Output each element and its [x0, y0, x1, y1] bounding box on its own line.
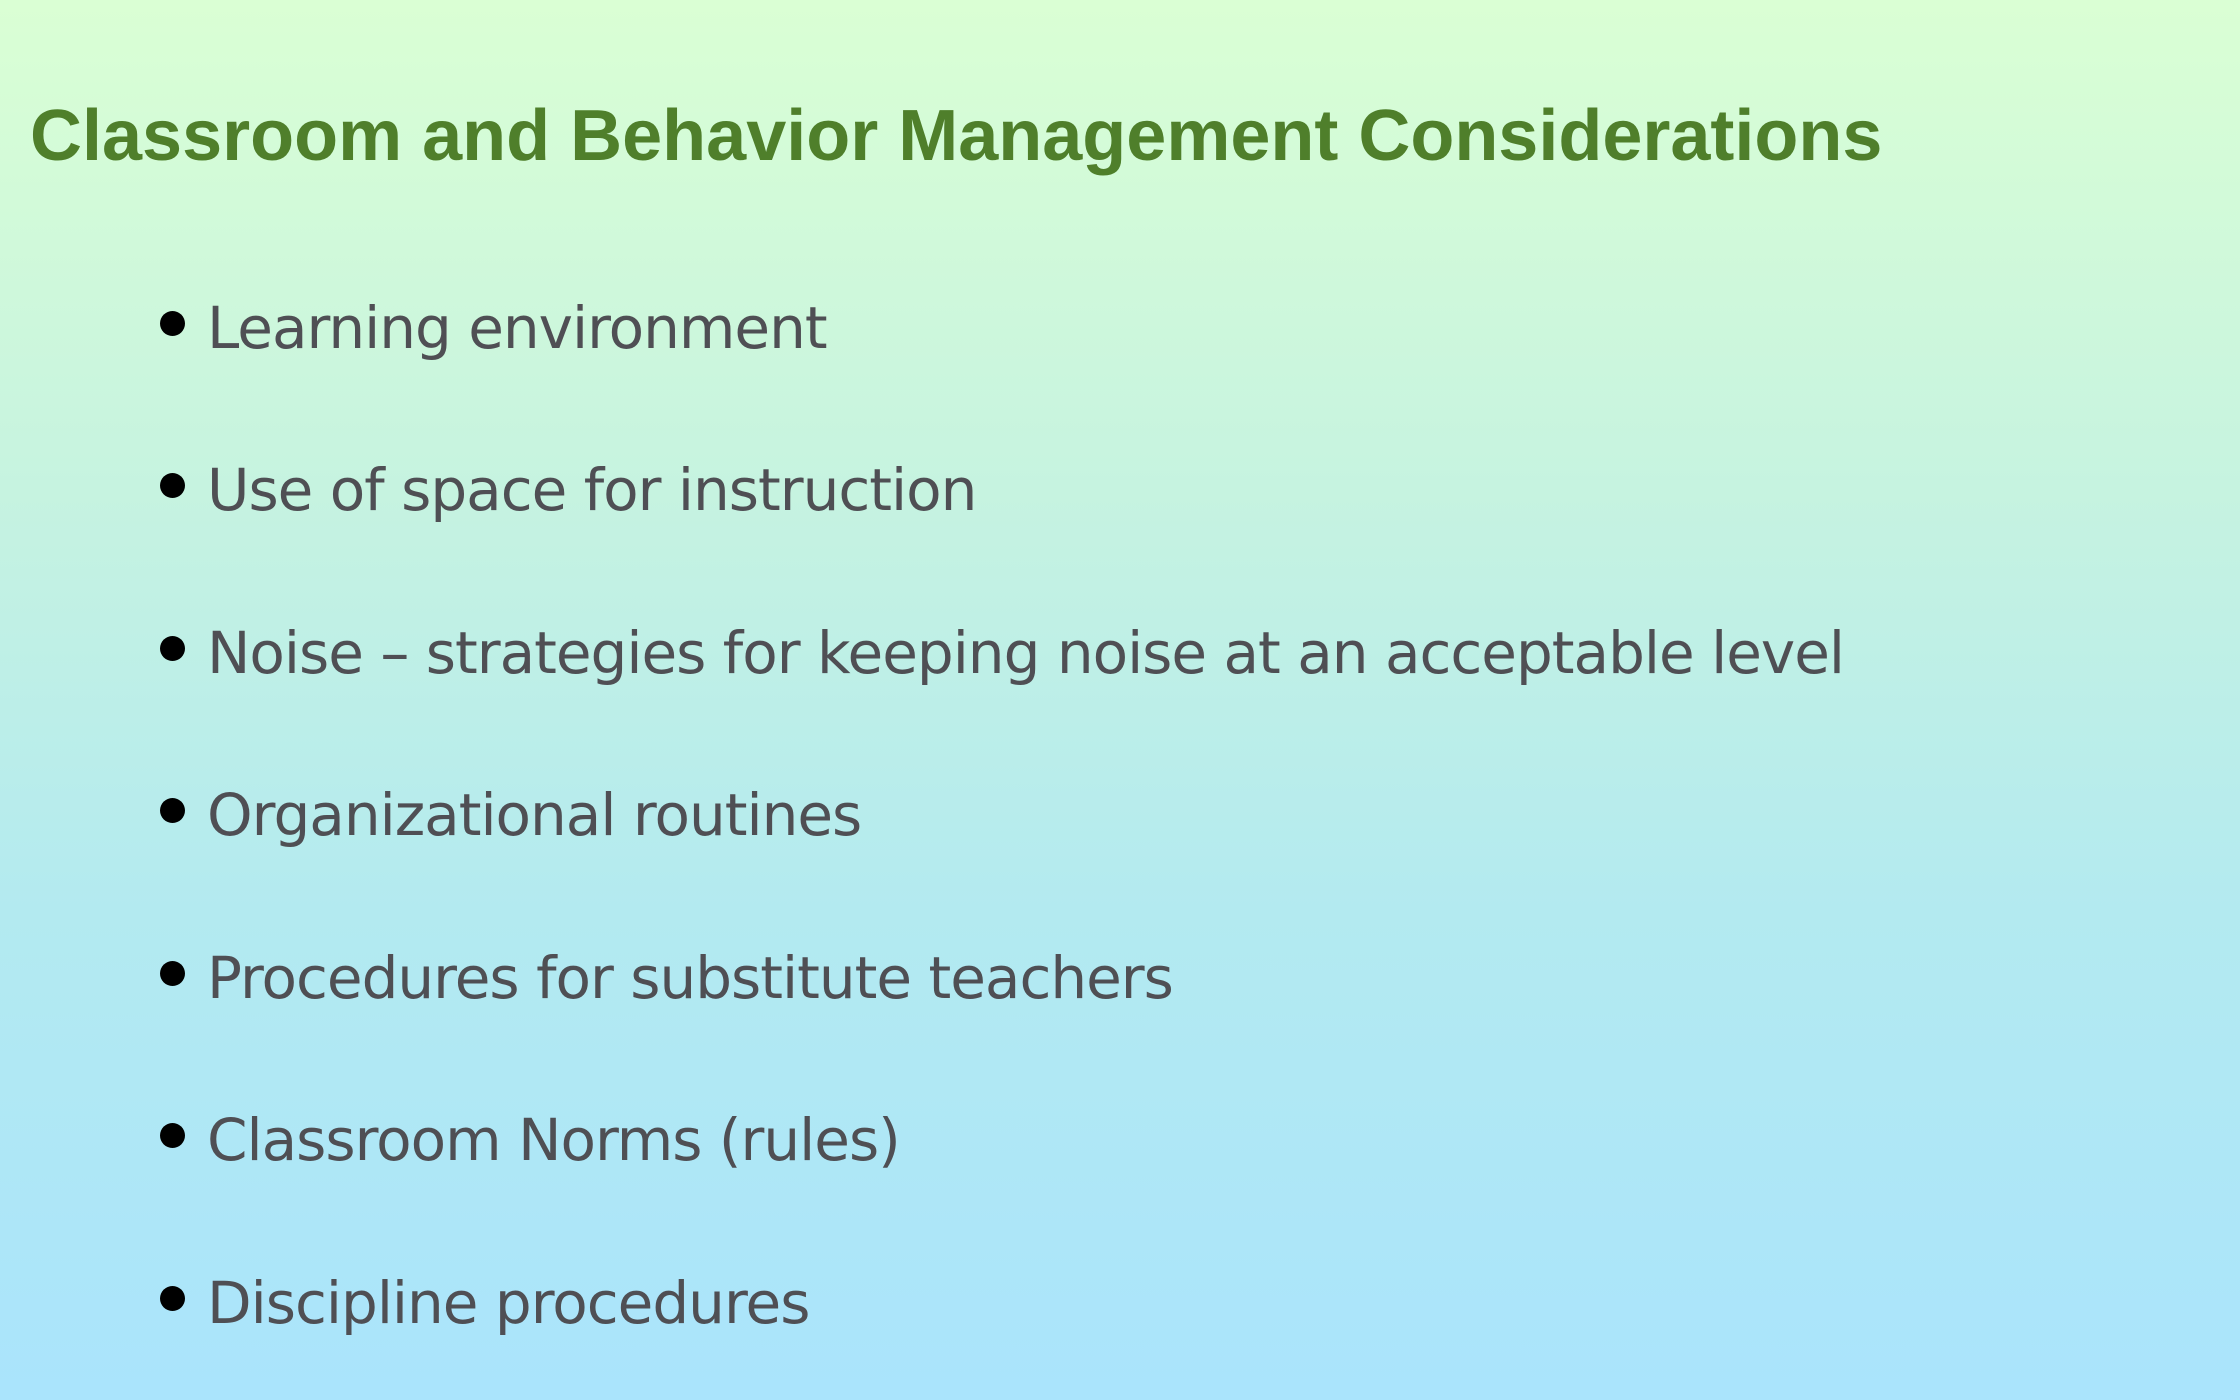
bullet-icon — [160, 311, 185, 336]
bullet-icon — [160, 1286, 185, 1311]
bullet-text: Classroom Norms (rules) — [207, 1106, 900, 1174]
bullet-icon — [160, 1123, 185, 1148]
bullet-item-noise — [160, 608, 1844, 698]
bullet-text: Discipline procedures — [207, 1269, 810, 1337]
slide-title: Classroom and Behavior Management Considerations — [30, 96, 1883, 176]
bullet-text: Learning environment — [207, 294, 827, 362]
bullet-icon — [160, 798, 185, 823]
bullet-icon — [160, 961, 185, 986]
bullet-item-learning-environment — [160, 283, 827, 373]
bullet-icon — [160, 636, 185, 661]
bullet-text: Noise – strategies for keeping noise at an acceptable level — [207, 619, 1845, 687]
bullet-text: Procedures for substitute teachers — [207, 944, 1173, 1012]
bullet-item-organizational-routines — [160, 770, 861, 860]
bullet-item-use-of-space — [160, 445, 976, 535]
bullet-icon — [160, 473, 185, 498]
bullet-item-classroom-norms — [160, 1095, 900, 1185]
bullet-text: Organizational routines — [207, 781, 862, 849]
bullet-text: Use of space for instruction — [207, 456, 977, 524]
bullet-item-discipline-procedures — [160, 1258, 809, 1348]
bullet-item-substitute-procedures — [160, 933, 1173, 1023]
